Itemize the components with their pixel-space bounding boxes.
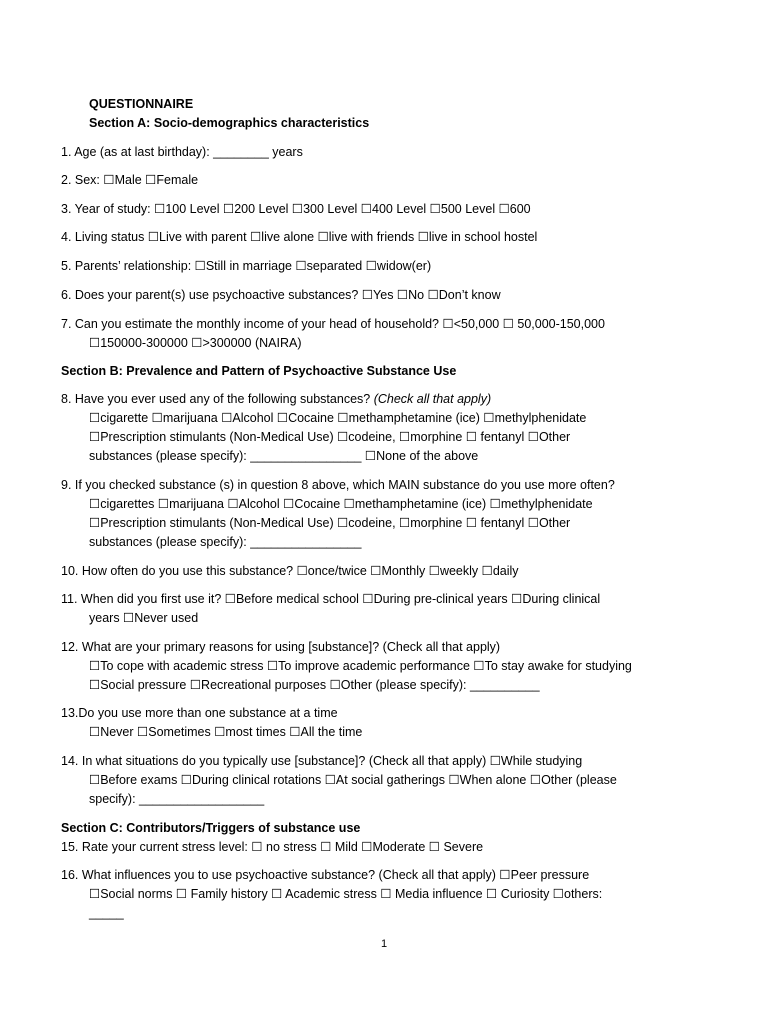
question-8-line-3: ☐Prescription stimulants (Non-Medical Use) ☐codeine, ☐morphine ☐ fentanyl ☐Other — [89, 430, 571, 444]
question-13-line-2: ☐Never ☐Sometimes ☐most times ☐All the time — [89, 725, 363, 739]
question-8-line-1 — [61, 391, 491, 407]
question-8-text: 8. Have you ever used any of the following substances? — [61, 392, 374, 406]
question-2: 2. Sex: ☐Male ☐Female — [61, 173, 199, 187]
section-a-heading: Section A: Socio-demographics characteristics — [89, 116, 370, 130]
question-9-line-2: ☐cigarettes ☐marijuana ☐Alcohol ☐Cocaine ☐methamphetamine (ice) ☐methylphenidate — [89, 497, 593, 511]
question-12-line-3: ☐Social pressure ☐Recreational purposes ☐Other (please specify): __________ — [89, 678, 540, 692]
question-16-line-2: ☐Social norms ☐ Family history ☐ Academic stress ☐ Media influence ☐ Curiosity ☐others: — [89, 887, 603, 901]
question-12-line-2: ☐To cope with academic stress ☐To improve academic performance ☐To stay awake for studying — [89, 659, 632, 673]
question-8-instruction: (Check all that apply) — [373, 392, 492, 406]
question-9-line-4: substances (please specify): ________________ — [89, 535, 362, 549]
question-11-line-1: 11. When did you first use it? ☐Before medical school ☐During pre-clinical years ☐During clinical — [61, 592, 601, 606]
question-6: 6. Does your parent(s) use psychoactive substances? ☐Yes ☐No ☐Don’t know — [61, 288, 501, 302]
question-16-line-1: 16. What influences you to use psychoactive substance? (Check all that apply) ☐Peer pressure — [61, 868, 590, 882]
question-9-line-1: 9. If you checked substance (s) in question 8 above, which MAIN substance do you use more often? — [61, 478, 615, 492]
question-10: 10. How often do you use this substance? ☐once/twice ☐Monthly ☐weekly ☐daily — [61, 564, 519, 578]
question-11-line-2: years ☐Never used — [89, 611, 199, 625]
question-12-line-1: 12. What are your primary reasons for using [substance]? (Check all that apply) — [61, 640, 501, 654]
question-15: 15. Rate your current stress level: ☐ no stress ☐ Mild ☐Moderate ☐ Severe — [61, 840, 484, 854]
page-number: 1 — [380, 938, 388, 950]
question-14-line-1: 14. In what situations do you typically use [substance]? (Check all that apply) ☐While studying — [61, 754, 583, 768]
question-14-line-2: ☐Before exams ☐During clinical rotations ☐At social gatherings ☐When alone ☐Other (please — [89, 773, 617, 787]
question-7-line-1: 7. Can you estimate the monthly income of your head of household? ☐<50,000 ☐ 50,000-150,000 — [61, 317, 605, 331]
question-8-line-4: substances (please specify): ________________ ☐None of the above — [89, 449, 479, 463]
question-8-line-2: ☐cigarette ☐marijuana ☐Alcohol ☐Cocaine ☐methamphetamine (ice) ☐methylphenidate — [89, 411, 587, 425]
question-5: 5. Parents’ relationship: ☐Still in marriage ☐separated ☐widow(er) — [61, 259, 432, 273]
question-3: 3. Year of study: ☐100 Level ☐200 Level ☐300 Level ☐400 Level ☐500 Level ☐600 — [61, 202, 531, 216]
questionnaire-title: QUESTIONNAIRE — [89, 97, 194, 111]
question-1: 1. Age (as at last birthday): ________ years — [61, 145, 303, 159]
question-13-line-1: 13.Do you use more than one substance at a time — [61, 706, 338, 720]
question-7-line-2: ☐150000-300000 ☐>300000 (NAIRA) — [89, 336, 302, 350]
section-c-heading: Section C: Contributors/Triggers of substance use — [61, 821, 361, 835]
question-16-line-3: _____ — [89, 906, 124, 920]
question-4: 4. Living status ☐Live with parent ☐live alone ☐live with friends ☐live in school hostel — [61, 230, 538, 244]
section-b-heading: Section B: Prevalence and Pattern of Psychoactive Substance Use — [61, 364, 457, 378]
question-9-line-3: ☐Prescription stimulants (Non-Medical Use) ☐codeine, ☐morphine ☐ fentanyl ☐Other — [89, 516, 571, 530]
question-14-line-3: specify): __________________ — [89, 792, 265, 806]
